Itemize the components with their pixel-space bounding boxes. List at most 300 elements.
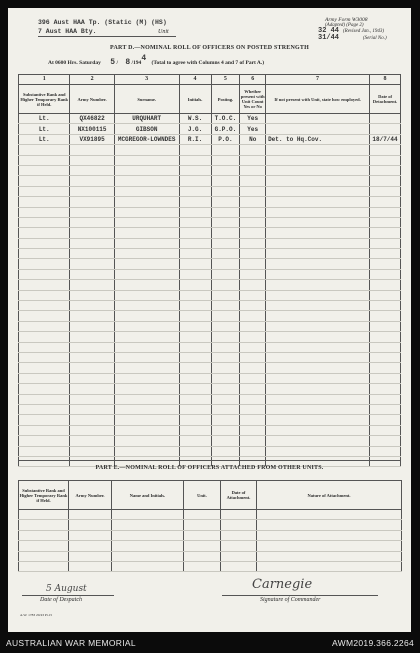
form-revised: (Revised Jan., 1943) xyxy=(343,29,385,34)
col-num: 8 xyxy=(370,75,401,85)
table-cell xyxy=(70,384,114,394)
footer-institution: AUSTRALIAN WAR MEMORIAL xyxy=(6,638,136,648)
table-cell xyxy=(112,561,184,571)
table-cell xyxy=(370,114,401,124)
table-cell xyxy=(19,404,70,414)
table-cell: R.I. xyxy=(179,134,211,144)
table-cell xyxy=(19,363,70,373)
table-cell xyxy=(266,301,370,311)
table-row xyxy=(19,186,401,196)
table-cell xyxy=(70,217,114,227)
table-cell xyxy=(179,176,211,186)
table-cell xyxy=(211,176,240,186)
table-row xyxy=(19,384,401,394)
table-cell xyxy=(240,207,266,217)
table-cell xyxy=(179,197,211,207)
table-cell xyxy=(257,561,402,571)
table-cell xyxy=(179,165,211,175)
table-cell xyxy=(184,551,221,561)
part-d-table xyxy=(18,74,401,467)
table-cell xyxy=(240,321,266,331)
table-row xyxy=(19,425,401,435)
table-cell xyxy=(240,436,266,446)
table-row xyxy=(19,207,401,217)
table-cell xyxy=(114,186,179,196)
table-cell xyxy=(370,155,401,165)
table-cell: QX46822 xyxy=(70,114,114,124)
unit-name xyxy=(38,18,167,36)
table-cell xyxy=(240,145,266,155)
e-header-rank: Substantive Rank and Higher Temporary Rank if Held. xyxy=(19,481,69,510)
table-cell xyxy=(211,342,240,352)
table-cell: Det. to Hq.Cov. xyxy=(266,134,370,144)
table-row xyxy=(19,228,401,238)
table-cell xyxy=(266,269,370,279)
table-row xyxy=(19,436,401,446)
table-cell: MCGREGOR-LOWNDES xyxy=(114,134,179,144)
table-cell xyxy=(266,384,370,394)
table-cell xyxy=(19,197,70,207)
table-cell xyxy=(266,176,370,186)
table-cell xyxy=(179,425,211,435)
table-row xyxy=(19,520,402,530)
table-cell xyxy=(240,384,266,394)
table-cell xyxy=(19,155,70,165)
table-cell xyxy=(184,530,221,540)
table-cell xyxy=(114,373,179,383)
table-cell xyxy=(266,436,370,446)
table-row xyxy=(19,446,401,456)
table-cell xyxy=(19,425,70,435)
table-cell xyxy=(221,541,257,551)
table-cell xyxy=(211,186,240,196)
table-cell xyxy=(179,238,211,248)
table-cell xyxy=(211,311,240,321)
table-cell xyxy=(370,415,401,425)
part-e-title: PART E.—NOMINAL ROLL OF OFFICERS ATTACHED FROM OTHER UNITS. xyxy=(95,465,324,471)
table-cell: Yes xyxy=(240,124,266,134)
table-cell xyxy=(114,197,179,207)
as-at-month: 8 xyxy=(125,58,131,67)
table-cell xyxy=(221,510,257,520)
table-cell: URQUHART xyxy=(114,114,179,124)
table-cell xyxy=(70,404,114,414)
form-page xyxy=(8,8,411,632)
table-cell: NX100115 xyxy=(70,124,114,134)
table-cell xyxy=(211,165,240,175)
table-row xyxy=(19,321,401,331)
table-cell xyxy=(179,249,211,259)
table-cell xyxy=(266,238,370,248)
table-cell xyxy=(266,197,370,207)
as-at-line: At 0600 Hrs. Saturday 5 / 8 /1944 (Total to agree with Columns 4 and 7 of Part A.) xyxy=(48,54,265,67)
table-row xyxy=(19,134,401,144)
table-cell xyxy=(370,352,401,362)
table-cell xyxy=(114,301,179,311)
table-cell xyxy=(240,425,266,435)
table-cell xyxy=(70,165,114,175)
col-num: 5 xyxy=(211,75,240,85)
table-cell xyxy=(179,290,211,300)
table-cell xyxy=(370,290,401,300)
table-cell xyxy=(70,425,114,435)
table-cell xyxy=(114,165,179,175)
table-cell xyxy=(370,217,401,227)
header-present: Whether present with Unit Count Yes or No xyxy=(240,85,266,114)
table-cell xyxy=(19,342,70,352)
table-cell xyxy=(266,321,370,331)
header-employment: If not present with Unit, state how employed. xyxy=(266,85,370,114)
header-posting: Posting. xyxy=(211,85,240,114)
table-cell xyxy=(370,373,401,383)
commander-label: Signature of Commander xyxy=(260,597,321,603)
table-cell xyxy=(70,436,114,446)
table-row xyxy=(19,155,401,165)
table-cell xyxy=(70,342,114,352)
table-cell xyxy=(266,373,370,383)
table-cell xyxy=(240,228,266,238)
table-cell xyxy=(114,290,179,300)
table-cell xyxy=(240,352,266,362)
col-num: 2 xyxy=(70,75,114,85)
column-number-row xyxy=(19,75,401,85)
table-cell xyxy=(179,332,211,342)
table-cell xyxy=(19,446,70,456)
table-cell: Lt. xyxy=(19,134,70,144)
table-cell xyxy=(370,259,401,269)
serial-label: (Serial No.) xyxy=(363,36,387,41)
table-cell: G.P.O. xyxy=(211,124,240,134)
table-cell xyxy=(240,404,266,414)
table-cell xyxy=(19,510,69,520)
table-cell xyxy=(112,541,184,551)
table-cell xyxy=(240,446,266,456)
table-row xyxy=(19,145,401,155)
table-cell xyxy=(112,520,184,530)
table-cell xyxy=(19,269,70,279)
table-cell xyxy=(19,541,69,551)
table-cell xyxy=(19,373,70,383)
footer-accession: AWM2019.366.2264 xyxy=(332,638,414,648)
table-cell xyxy=(240,373,266,383)
table-cell xyxy=(70,145,114,155)
table-cell xyxy=(114,446,179,456)
table-cell xyxy=(257,510,402,520)
unit-label: Unit xyxy=(158,29,169,35)
table-cell xyxy=(211,384,240,394)
table-cell xyxy=(240,259,266,269)
table-cell xyxy=(112,510,184,520)
table-row xyxy=(19,124,401,134)
table-row xyxy=(19,332,401,342)
table-cell xyxy=(114,415,179,425)
table-cell xyxy=(266,249,370,259)
table-cell xyxy=(211,197,240,207)
e-header-attachment-date: Date of Attachment. xyxy=(221,481,257,510)
table-row xyxy=(19,280,401,290)
table-cell xyxy=(266,280,370,290)
table-cell xyxy=(266,363,370,373)
table-cell xyxy=(114,249,179,259)
table-cell xyxy=(266,332,370,342)
table-cell xyxy=(112,551,184,561)
table-cell xyxy=(179,373,211,383)
table-cell xyxy=(70,186,114,196)
table-cell xyxy=(114,280,179,290)
table-cell xyxy=(114,176,179,186)
col-num: 3 xyxy=(114,75,179,85)
table-cell xyxy=(370,249,401,259)
table-row xyxy=(19,551,402,561)
table-cell xyxy=(266,290,370,300)
table-cell xyxy=(19,394,70,404)
table-cell xyxy=(370,269,401,279)
table-cell xyxy=(211,269,240,279)
table-cell xyxy=(240,301,266,311)
table-cell xyxy=(240,280,266,290)
table-cell xyxy=(19,384,70,394)
table-cell xyxy=(19,238,70,248)
table-cell xyxy=(179,415,211,425)
table-cell xyxy=(370,332,401,342)
table-cell xyxy=(70,290,114,300)
table-cell xyxy=(266,352,370,362)
table-cell xyxy=(257,551,402,561)
table-cell xyxy=(19,165,70,175)
table-cell xyxy=(19,520,69,530)
table-cell xyxy=(240,363,266,373)
table-cell xyxy=(370,425,401,435)
table-cell xyxy=(240,290,266,300)
table-cell xyxy=(179,342,211,352)
table-cell xyxy=(266,342,370,352)
table-cell: Yes xyxy=(240,114,266,124)
table-cell xyxy=(19,332,70,342)
print-code: A.W. 1783 20/43 Pt.15 xyxy=(20,613,53,617)
table-cell xyxy=(211,145,240,155)
header-detachment-date: Date of Detachment. xyxy=(370,85,401,114)
table-row xyxy=(19,510,402,520)
table-cell xyxy=(240,217,266,227)
table-cell xyxy=(114,269,179,279)
table-cell xyxy=(19,280,70,290)
as-at-prefix: At 0600 Hrs. Saturday xyxy=(48,60,101,66)
table-cell xyxy=(19,551,69,561)
table-cell xyxy=(114,384,179,394)
table-cell: Lt. xyxy=(19,114,70,124)
table-cell xyxy=(240,249,266,259)
table-cell: No xyxy=(240,134,266,144)
table-cell xyxy=(266,155,370,165)
table-row xyxy=(19,259,401,269)
table-cell xyxy=(211,155,240,165)
table-cell xyxy=(266,259,370,269)
table-row xyxy=(19,342,401,352)
table-cell xyxy=(70,321,114,331)
table-cell xyxy=(179,186,211,196)
table-cell xyxy=(114,217,179,227)
table-cell xyxy=(221,561,257,571)
table-cell xyxy=(370,363,401,373)
col-num: 1 xyxy=(19,75,70,85)
table-cell xyxy=(69,541,112,551)
table-cell xyxy=(70,332,114,342)
table-cell xyxy=(370,436,401,446)
table-row xyxy=(19,249,401,259)
table-cell xyxy=(211,446,240,456)
table-cell xyxy=(370,321,401,331)
serial-typed-2: 31/44 xyxy=(318,34,340,42)
table-cell xyxy=(211,301,240,311)
table-cell xyxy=(184,561,221,571)
table-cell xyxy=(266,311,370,321)
table-cell xyxy=(266,404,370,414)
table-cell xyxy=(114,311,179,321)
table-cell xyxy=(19,352,70,362)
table-cell xyxy=(240,176,266,186)
table-cell xyxy=(211,280,240,290)
table-row xyxy=(19,269,401,279)
table-cell xyxy=(179,301,211,311)
table-cell xyxy=(70,301,114,311)
table-cell xyxy=(370,301,401,311)
table-cell xyxy=(19,436,70,446)
table-cell xyxy=(179,352,211,362)
e-header-unit: Unit. xyxy=(184,481,221,510)
col-num: 6 xyxy=(240,75,266,85)
table-cell xyxy=(266,394,370,404)
part-d-title: PART D.—NOMINAL ROLL OF OFFICERS ON POSTED STRENGTH xyxy=(110,45,309,51)
form-name: Army Form W3008 xyxy=(325,17,368,23)
col-num: 7 xyxy=(266,75,370,85)
table-cell xyxy=(70,155,114,165)
part-e-header-row xyxy=(19,481,402,510)
as-at-day: 5 xyxy=(110,58,116,67)
table-row xyxy=(19,311,401,321)
table-cell xyxy=(211,352,240,362)
table-cell xyxy=(257,520,402,530)
table-cell xyxy=(179,207,211,217)
table-cell xyxy=(70,363,114,373)
header-army-number: Army Number. xyxy=(70,85,114,114)
table-cell xyxy=(211,363,240,373)
form-adapted: (Adapted) (Page 2) xyxy=(325,23,364,28)
table-cell xyxy=(240,311,266,321)
table-cell xyxy=(211,436,240,446)
table-row xyxy=(19,197,401,207)
table-cell xyxy=(211,290,240,300)
e-header-attachment-nature: Nature of Attachment. xyxy=(257,481,402,510)
table-row xyxy=(19,238,401,248)
table-row xyxy=(19,301,401,311)
unit-line-2: 7 Aust HAA Bty. xyxy=(38,28,97,35)
table-cell xyxy=(70,249,114,259)
table-cell xyxy=(179,321,211,331)
table-row xyxy=(19,363,401,373)
serial-number xyxy=(318,28,339,42)
table-cell xyxy=(257,541,402,551)
table-row xyxy=(19,290,401,300)
table-cell xyxy=(266,186,370,196)
table-cell xyxy=(70,176,114,186)
table-cell xyxy=(19,561,69,571)
table-cell: J.G. xyxy=(179,124,211,134)
table-cell xyxy=(19,321,70,331)
table-cell xyxy=(70,269,114,279)
table-cell xyxy=(19,290,70,300)
table-cell xyxy=(211,207,240,217)
table-cell xyxy=(19,176,70,186)
part-e-rows xyxy=(19,510,402,572)
table-cell xyxy=(179,155,211,165)
table-cell xyxy=(19,311,70,321)
table-cell xyxy=(266,207,370,217)
table-cell xyxy=(69,520,112,530)
table-cell xyxy=(211,259,240,269)
unit-line-1: 396 Aust HAA Tp. (Static (M) (HS) xyxy=(38,19,167,26)
table-cell xyxy=(211,249,240,259)
table-cell xyxy=(179,394,211,404)
table-cell xyxy=(70,238,114,248)
table-cell xyxy=(70,207,114,217)
table-row xyxy=(19,394,401,404)
table-cell xyxy=(179,446,211,456)
table-cell xyxy=(211,238,240,248)
table-cell xyxy=(370,280,401,290)
table-cell xyxy=(370,176,401,186)
table-cell xyxy=(179,404,211,414)
unit-underline xyxy=(38,36,176,37)
table-cell: GIBSON xyxy=(114,124,179,134)
table-cell xyxy=(69,510,112,520)
table-cell xyxy=(70,311,114,321)
table-cell xyxy=(370,404,401,414)
table-cell xyxy=(370,394,401,404)
table-cell xyxy=(257,530,402,540)
table-cell xyxy=(240,332,266,342)
table-cell xyxy=(114,145,179,155)
table-cell xyxy=(19,249,70,259)
table-cell xyxy=(211,425,240,435)
table-cell xyxy=(70,446,114,456)
table-cell xyxy=(19,259,70,269)
despatch-date: 5 August xyxy=(46,584,87,594)
table-cell xyxy=(370,311,401,321)
table-cell xyxy=(70,228,114,238)
table-cell xyxy=(114,238,179,248)
serial-typed-1: 32 44 xyxy=(318,27,340,35)
table-cell xyxy=(240,342,266,352)
table-cell xyxy=(70,280,114,290)
table-cell xyxy=(240,165,266,175)
part-e-table xyxy=(18,480,402,572)
table-cell xyxy=(240,238,266,248)
table-cell xyxy=(370,342,401,352)
table-cell xyxy=(266,425,370,435)
table-row xyxy=(19,541,402,551)
table-cell xyxy=(114,155,179,165)
table-cell xyxy=(370,197,401,207)
table-cell xyxy=(114,259,179,269)
table-cell xyxy=(19,186,70,196)
table-cell xyxy=(70,373,114,383)
table-cell xyxy=(240,155,266,165)
table-cell xyxy=(179,217,211,227)
table-cell: T.O.C. xyxy=(211,114,240,124)
table-cell xyxy=(114,321,179,331)
table-cell xyxy=(211,394,240,404)
table-cell xyxy=(266,114,370,124)
